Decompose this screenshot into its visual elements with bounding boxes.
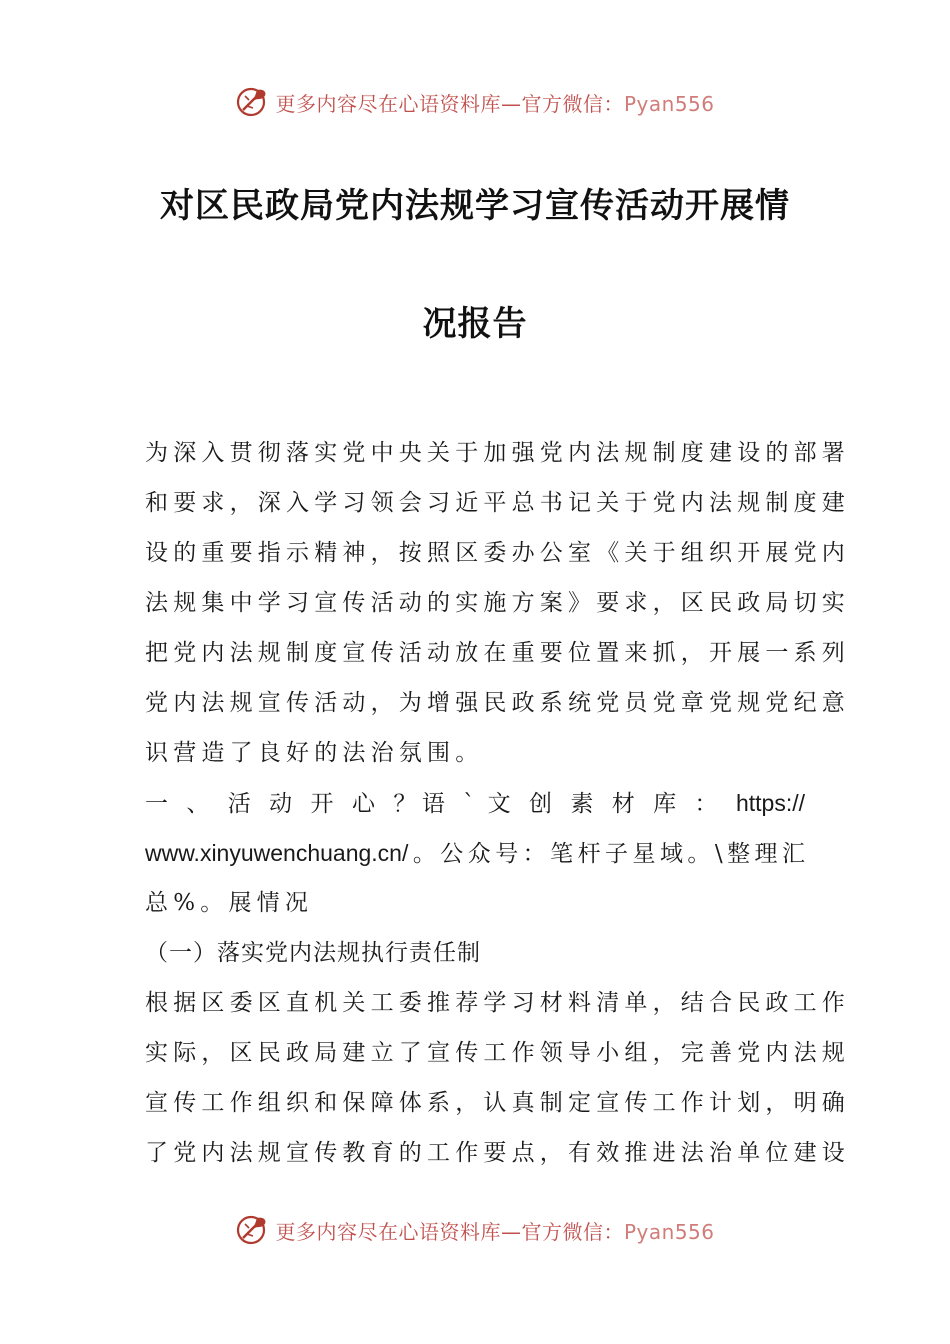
paragraph-line: 了党内法规宣传教育的工作要点，有效推进法治单位建设 bbox=[145, 1140, 850, 1166]
paragraph-line: 设的重要指示精神，按照区委办公室《关于组织开展党内 bbox=[145, 540, 850, 566]
section-heading-line3: 总%。展情况 bbox=[145, 890, 314, 916]
header-watermark-banner bbox=[0, 82, 950, 122]
footer-watermark-banner bbox=[0, 1210, 950, 1250]
watermark-text: 更多内容尽在心语资料库—官方微信：Pyan556 bbox=[275, 91, 715, 116]
paragraph-line: 识营造了良好的法治氛围。 bbox=[145, 740, 484, 766]
paragraph-line: 法规集中学习宣传活动的实施方案》要求，区民政局切实 bbox=[145, 590, 850, 616]
paragraph-line: 党内法规宣传活动，为增强民政系统党员党章党规党纪意 bbox=[145, 690, 850, 716]
paragraph-line: 实际，区民政局建立了宣传工作领导小组，完善党内法规 bbox=[145, 1040, 850, 1066]
paragraph-line: 把党内法规制度宣传活动放在重要位置来抓，开展一系列 bbox=[145, 640, 850, 666]
document-body bbox=[145, 428, 850, 1178]
url-part: https:// bbox=[735, 790, 806, 816]
subheading: （一）落实党内法规执行责任制 bbox=[145, 940, 481, 966]
document-title-line1: 对区民政局党内法规学习宣传活动开展情 bbox=[160, 186, 790, 226]
document-title-line2: 况报告 bbox=[422, 304, 528, 344]
section-heading-line1: 一 、 活 动 开 心 ？语 ` 文 创 素 材 库 ： https:// bbox=[145, 790, 806, 817]
paragraph-line: 为深入贯彻落实党中央关于加强党内法规制度建设的部署 bbox=[145, 440, 850, 466]
quill-logo-icon bbox=[235, 84, 271, 120]
url-link: www.xinyuwenchuang.cn/ bbox=[145, 840, 409, 866]
wechat-id: Pyan556 bbox=[623, 1219, 715, 1244]
paragraph-line: 和要求，深入学习领会习近平总书记关于党内法规制度建 bbox=[145, 490, 850, 516]
paragraph-line: 根据区委区直机关工委推荐学习材料清单，结合民政工作 bbox=[145, 990, 850, 1016]
wechat-id: Pyan556 bbox=[623, 91, 715, 116]
watermark-text: 更多内容尽在心语资料库—官方微信：Pyan556 bbox=[275, 1219, 715, 1244]
paragraph-line: 宣传工作组织和保障体系，认真制定宣传工作计划，明确 bbox=[145, 1090, 850, 1116]
quill-logo-icon bbox=[235, 1212, 271, 1248]
section-heading-line2: www.xinyuwenchuang.cn/。公众号：笔杆子星域。\整理汇 bbox=[145, 840, 805, 867]
